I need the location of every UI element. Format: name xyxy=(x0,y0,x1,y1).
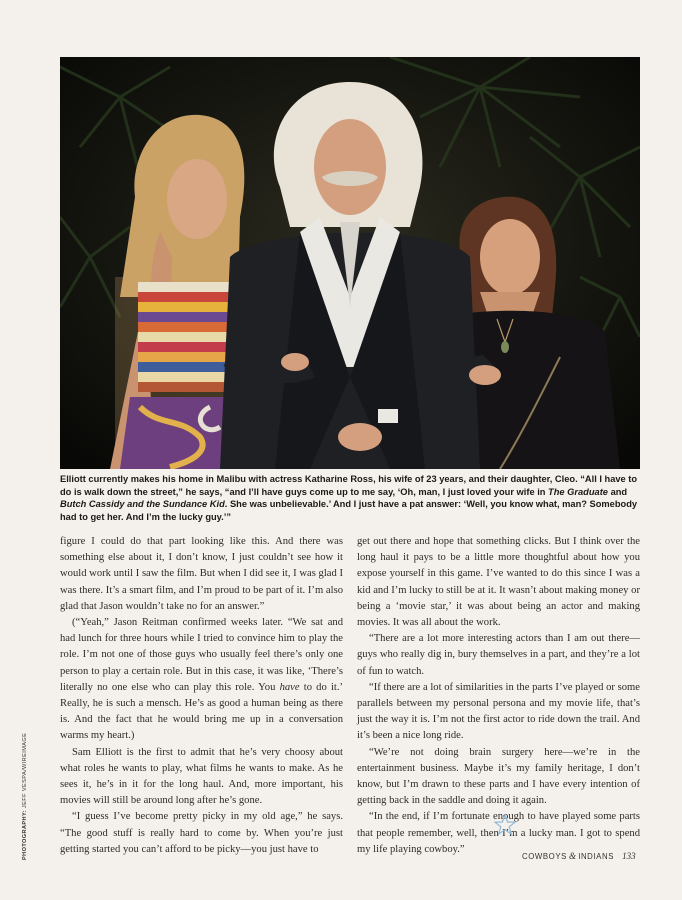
caption-conjunction: and xyxy=(607,486,628,497)
magazine-name-part-2: INDIANS xyxy=(578,852,615,861)
photo-illustration xyxy=(60,57,640,469)
paragraph-text: (“Yeah,” Jason Reitman confirmed weeks later. “We sat and had lunch for three hours while I tried to convince him to play the role. I’m not one of those guys who usually feel there’s only one person to play a certain role. But in this case, it was like, ‘There’s literally no one else who can play this role. You xyxy=(60,617,343,693)
paragraph: “There are a lot more interesting actors than I am out there—guys who really dig in, bury themselves in a part, and they’re a lot of fun to watch. xyxy=(357,633,640,677)
caption-film-title-2: Butch Cassidy and the Sundance Kid xyxy=(60,499,225,510)
magazine-name-part-1: COWBOYS xyxy=(522,852,567,861)
photo-caption xyxy=(60,473,640,523)
paragraph-text: to do it.’ Really, he is such a mensch. He’s as good a human being as there is. And the fact that he would bring me up in a conversation warms my heart.) xyxy=(60,681,344,742)
article-column-right xyxy=(357,534,640,858)
page-number: 133 xyxy=(622,851,636,861)
photo-credit-name: JEFF VESPA/WIREIMAGE xyxy=(22,732,28,809)
paragraph: “In the end, if I’m fortunate enough to have played some parts that people remember, well, then I’m a lucky man. I got to spend my life playing cowboy.” xyxy=(357,811,640,855)
caption-text-1: Elliott currently makes his home in Malibu with actress Katharine Ross, his wife of 23 years, and their daughter, Cleo. “All I have to do is walk down the street,” he says, “and I’ll have guys come up to me say, ‘Oh, man, I just loved your wife in xyxy=(60,474,638,497)
end-star-icon xyxy=(494,814,516,836)
feature-photo xyxy=(60,57,640,469)
photo-credit-label: PHOTOGRAPHY: xyxy=(22,810,28,860)
paragraph-emphasis: have xyxy=(279,681,300,693)
page-footer xyxy=(522,851,636,861)
caption-text-2: . She was unbelievable.’ And I just have a pat answer: ‘Well, you know what, man? Somebody had to get her. And I’m the lucky guy.’” xyxy=(60,499,638,522)
article-column-left xyxy=(60,534,343,858)
caption-film-title-1: The Graduate xyxy=(548,486,608,497)
paragraph: figure I could do that part looking like this. And there was something else about it, I don’t know, I just couldn’t see how it would work until I saw the film. But when I did see it, I was glad I was there. It’s a smart film, and I’m proud to be part of it. I’m also glad that Jason wouldn’t take no for an answer.” xyxy=(60,536,343,612)
magazine-name-ampersand: & xyxy=(569,851,577,861)
photo-credit xyxy=(22,680,28,860)
paragraph: “We’re not doing brain surgery here—we’re in the entertainment business. Maybe it’s my family heritage, I don’t know, but I’m drawn to these parts and I have every intention of getting back in the saddle and doing it again. xyxy=(357,746,640,807)
paragraph: Sam Elliott is the first to admit that he’s very choosy about what roles he wants to play, what films he wants to make. As he sees it, he’s in it for the long haul. And, more important, his movies will still be around long after he’s gone. xyxy=(60,746,343,807)
paragraph: “If there are a lot of similarities in the parts I’ve played or some parallels between my personal persona and my movie life, that’s just the way it is. I’m not the first actor to ride down the trail. And it’s been a nice long ride. xyxy=(357,681,640,742)
paragraph: get out there and hope that something clicks. But I think over the long haul it pays to be a little more thoughtful about how you expose yourself in this game. I’ve wanted to do this since I was a kid and I’m lucky to still be at it. It wasn’t about making money or being a ‘movie star,’ it was about being an actor and making movies. It was all about the work. xyxy=(357,536,640,629)
paragraph xyxy=(60,615,343,745)
paragraph: “I guess I’ve become pretty picky in my old age,” he says. “The good stuff is really hard to come by. When you’re just getting started you can’t afford to be picky—you just have to xyxy=(60,811,343,855)
